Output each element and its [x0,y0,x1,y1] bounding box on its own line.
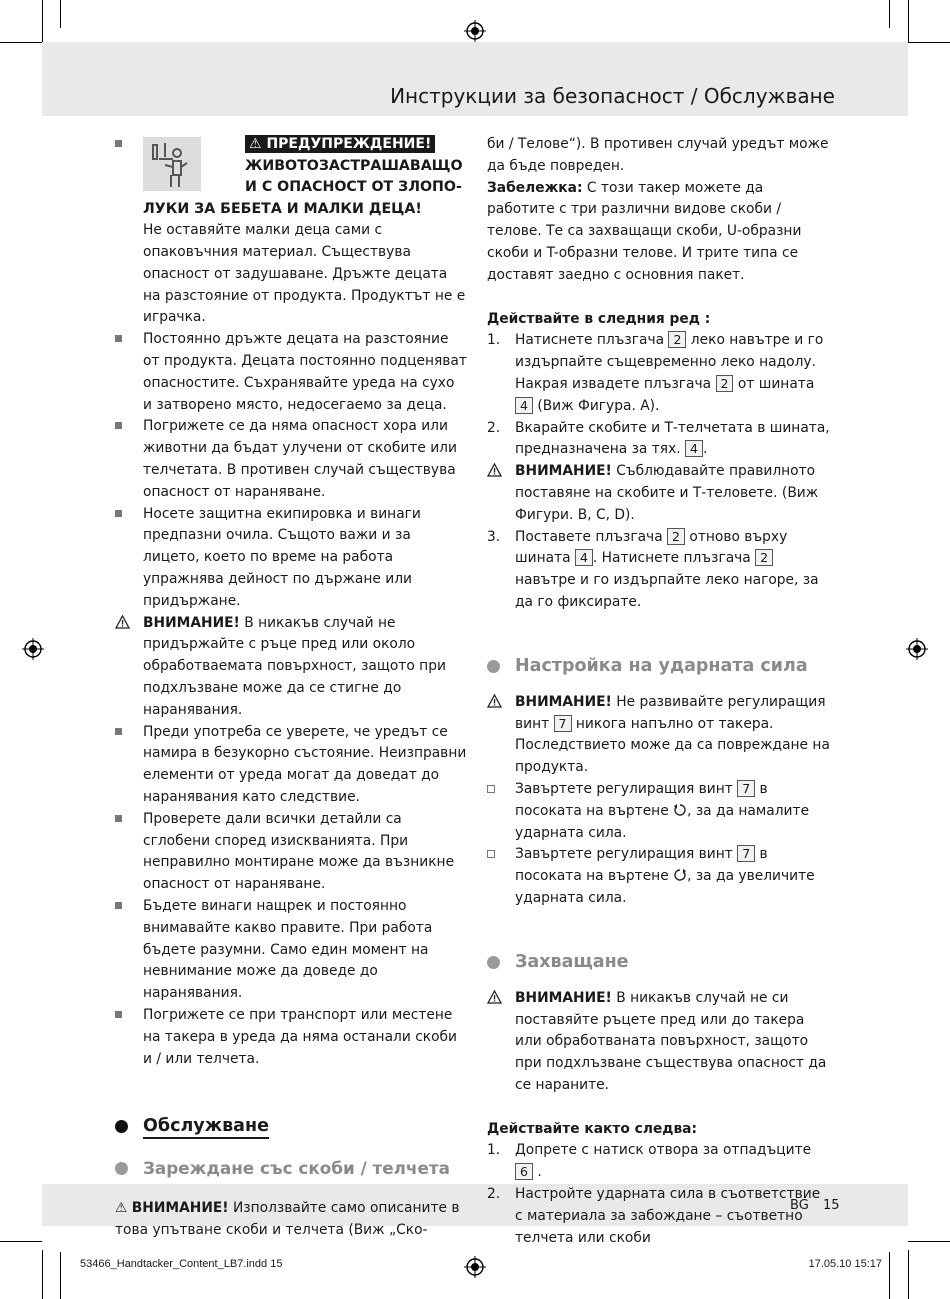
bullet-square-icon [115,510,122,517]
bullet-square-icon [115,422,122,429]
bullet-dot-icon [115,1120,128,1133]
bullet-hollow-square-icon [487,785,495,793]
continued-text: би / Телове“). В противен случай уредът може да бъде повреден. [487,136,829,174]
step-item: 1. Натиснете плъзгача 2 леко навътре и го издърпайте същевременно леко надолу. Накрая извадете плъзгача 2 от шината 4 (Виж Фигура. А). [487,332,824,414]
bullet-square-icon [115,335,122,342]
crop-mark [60,1252,61,1299]
crop-mark [908,0,909,42]
crop-mark [0,42,42,43]
step-item: 1. Допрете с натиск отвора за отпадъците 6 . [487,1142,812,1181]
warning-title-2: И С ОПАСНОСТ ОТ ЗЛОПО- [245,179,462,196]
list-item: Погрижете се при транспорт или местене на такера в уреда да няма останали скоби и / или телчета. [115,1005,467,1070]
crop-mark [60,0,61,28]
warning-text: Не оставяйте малки деца сами с опаковъчния материал. Съществува опасност от задушаване. Дръжте децата на разстояние от продукта. Продуктът не е играчка. [143,222,466,326]
crop-mark [0,1241,42,1242]
crop-mark [889,1252,890,1299]
registration-mark-icon [906,638,928,660]
section-heading-grip: Захващане [487,950,832,974]
bullet-dot-icon [487,956,500,969]
page-number: 15 [823,1198,840,1213]
print-date: 17.05.10 15:17 [808,1258,882,1270]
list-item: Завъртете регулиращия винт 7 в посоката на въртене , за да намалите ударната сила. [487,779,832,844]
bullet-square-icon [115,728,122,735]
warning-triangle-icon: ⚠ [249,136,262,152]
procedure-title: Действайте в следния ред : [487,310,711,327]
list-item: Носете защитна екипировка и винаги предпазни очила. Същото важи и за лицето, което по време на работа упражнява дейност по държане или придържане. [115,504,467,613]
section-heading-service: Обслужване [115,1114,467,1138]
warning-triangle-icon [487,990,502,1004]
child-warning-icon [143,137,201,191]
note: Забележка: С този такер можете да работите с три различни видове скоби / телове. Те са захващащи скоби, U-образни скоби и T-образни телове. И трите типа се доставят заедно с основния пакет. [487,179,802,283]
attention-item: ВНИМАНИЕ! Не развивайте регулиращия винт 7 никога напълно от такера. Последствието може да са повреждане на продукта. [487,692,832,779]
right-column [487,134,832,1249]
warning-triangle-icon [115,615,130,629]
attention-item: ВНИМАНИЕ! Съблюдавайте правилното поставяне на скобите и Т-теловете. (Виж Фигури. В, С, D). [487,461,832,526]
procedure-title-2: Действайте както следва: [487,1120,698,1137]
loading-attention: ⚠ ВНИМАНИЕ! Използвайте само описаните в това упътване скоби и телчета (Виж „Ско- [115,1200,460,1239]
list-item: Проверете дали всички детайли са сглобени според изискванията. При неправилно монтиране може да възникне опасност от нараняване. [115,809,467,896]
warning-triangle-icon: ⚠ [115,1200,128,1217]
crop-mark [42,1250,43,1299]
warning-title-3: ЛУКИ ЗА БЕБЕТА И МАЛКИ ДЕЦА! [143,200,422,217]
section-heading-loading: Зареждане със скоби / телчета [115,1156,467,1180]
bullet-square-icon [115,902,122,909]
warning-title-1: ЖИВОТОЗАСТРАШАВАЩО [245,157,463,174]
crop-mark [908,42,950,43]
rotate-clockwise-icon [673,868,687,882]
crop-mark [908,1250,909,1299]
warning-label: ⚠ ПРЕДУПРЕЖДЕНИЕ! [245,135,435,153]
crop-mark [42,0,43,42]
crop-mark [889,0,890,28]
file-slug: 53466_Handtacker_Content_LB7.indd 15 [80,1258,283,1270]
list-item: Бъдете винаги нащрек и постоянно внимавайте какво правите. При работа бъдете разумни. Само един момент на невнимание може да доведе до наранявания. [115,896,467,1005]
attention-item: ВНИМАНИЕ! В никакъв случай не си поставяйте ръцете пред или до такера или обработваната повърхност, защото при подхлъзване съществува опасност да се нараните. [487,988,832,1097]
bullet-square-icon [115,1011,122,1018]
step-item: 2. Вкарайте скобите и Т-телчетата в шината, предназначена за тях. 4 . [487,419,830,458]
rotate-counterclockwise-icon [673,803,687,817]
warning-block [115,134,467,329]
registration-mark-icon [22,638,44,660]
attention-item: ВНИМАНИЕ! В никакъв случай не придържайте с ръце пред или около обработваемата повърхност, защото при подхлъзване може да се стигне до наранявания. [115,613,467,722]
page-title: Инструкции за безопасност / Обслужване [390,84,835,108]
registration-mark-icon [464,1256,486,1278]
bullet-square-icon [115,815,122,822]
left-column [115,134,467,1242]
step-item: 2. Настройте ударната сила в съответствие с материала за забождане – съответно телчета или скоби [487,1186,821,1246]
bullet-hollow-square-icon [487,850,495,858]
list-item: Постоянно дръжте децата на разстояние от продукта. Децата постоянно подценяват опасностите. Съхранявайте уреда на сухо и затворено място, недосегаемо за деца. [115,329,467,416]
bullet-square-icon [115,140,122,147]
crop-mark [908,1241,950,1242]
bullet-dot-icon [487,660,500,673]
page-language: BG [790,1198,809,1213]
registration-mark-icon [464,20,486,42]
list-item: Завъртете регулиращия винт 7 в посоката на въртене , за да увеличите ударната сила. [487,844,832,909]
step-item: 3. Поставете плъзгача 2 отново върху шината 4 . Натиснете плъзгача 2 навътре и го издърпайте леко нагоре, за да го фиксирате. [487,528,819,610]
warning-triangle-icon [487,463,502,477]
bullet-dot-icon [115,1162,128,1175]
section-heading-force: Настройка на ударната сила [487,654,832,678]
warning-triangle-icon [487,694,502,708]
list-item: Погрижете се да няма опасност хора или животни да бъдат улучени от скобите или телчетата. В противен случай съществува опасност от нараняване. [115,416,467,503]
list-item: Преди употреба се уверете, че уредът се намира в безукорно състояние. Неизправни елементи от уреда могат да доведат до наранявания като следствие. [115,722,467,809]
